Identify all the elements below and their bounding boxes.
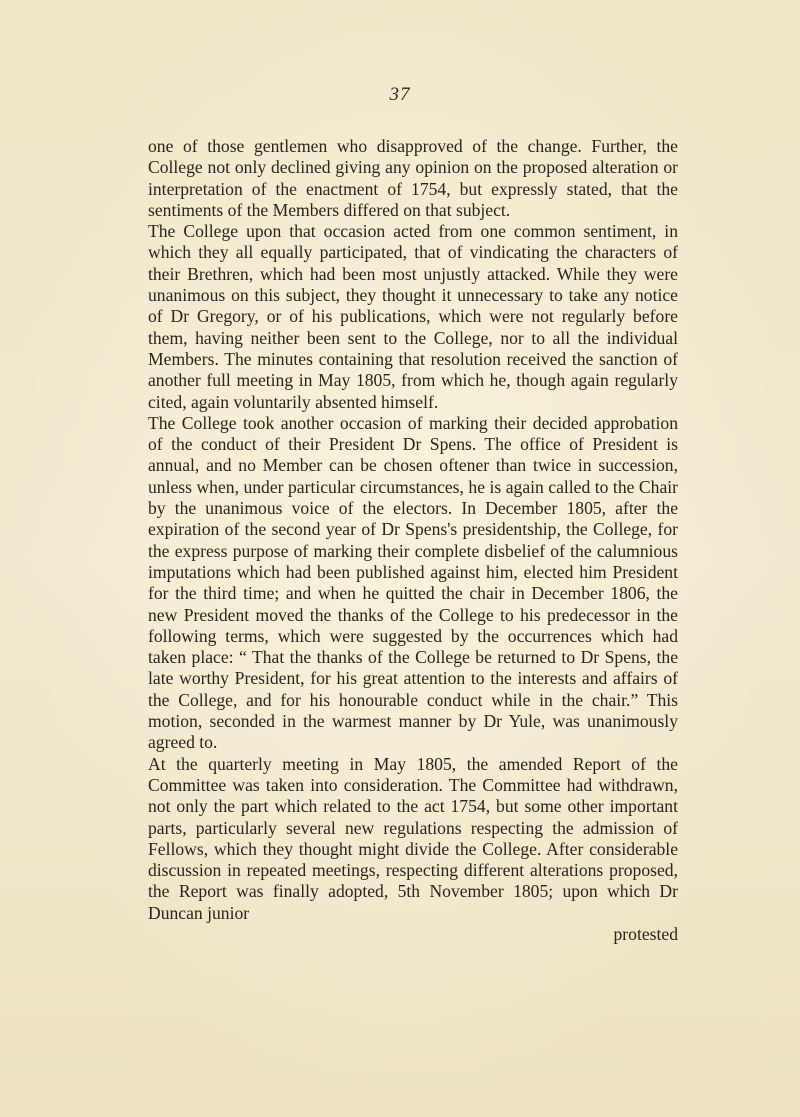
page-number: 37 bbox=[389, 84, 411, 105]
body-text bbox=[148, 136, 678, 945]
catchword: protested bbox=[613, 923, 678, 944]
paragraph-2: The College upon that occasion acted from one common sentiment, in which they all equally participated, that of vindicating the characters of their Brethren, which had been most unjustly attacked. While they were unanimous on this subject, they thought it unnecessary to take any notice of Dr Gregory, or of his publications, which were not regularly before them, having neither been sent to the College, nor to all the individual Members. The minutes containing that resolution received the sanction of another full meeting in May 1805, from which he, though again regularly cited, again voluntarily absented himself. bbox=[148, 221, 678, 412]
paragraph-1: one of those gentlemen who disapproved of the change. Further, the College not only declined giving any opinion on the proposed alteration or interpretation of the enactment of 1754, but expressly stated, that the sentiments of the Members differed on that subject. bbox=[148, 136, 678, 220]
paragraph-4: At the quarterly meeting in May 1805, the amended Report of the Committee was taken into consideration. The Committee had withdrawn, not only the part which related to the act 1754, but some other important parts, particularly several new regulations respecting the admission of Fellows, which they thought might divide the College. After considerable discussion in repeated meetings, respecting different alterations proposed, the Report was finally adopted, 5th November 1805; upon which Dr Duncan junior bbox=[148, 753, 678, 923]
paragraph-3: The College took another occasion of marking their decided approbation of the conduct of their President Dr Spens. The office of President is annual, and no Member can be chosen oftener than twice in succession, unless when, under particular circumstances, he is again called to the Chair by the unanimous voice of the electors. In December 1805, after the expiration of the second year of Dr Spens's presidentship, the College, for the express purpose of marking their complete disbelief of the calumnious imputations which had been published against him, elected him President for the third time; and when he quitted the chair in December 1806, the new President moved the thanks of the College to his predecessor in the following terms, which were suggested by the occurrences which had taken place: “ That the thanks of the College be returned to Dr Spens, the late worthy President, for his great attention to the interests and affairs of the College, and for his honourable conduct while in the chair.” This motion, seconded in the warmest manner by Dr Yule, was unanimously agreed to. bbox=[148, 412, 678, 753]
